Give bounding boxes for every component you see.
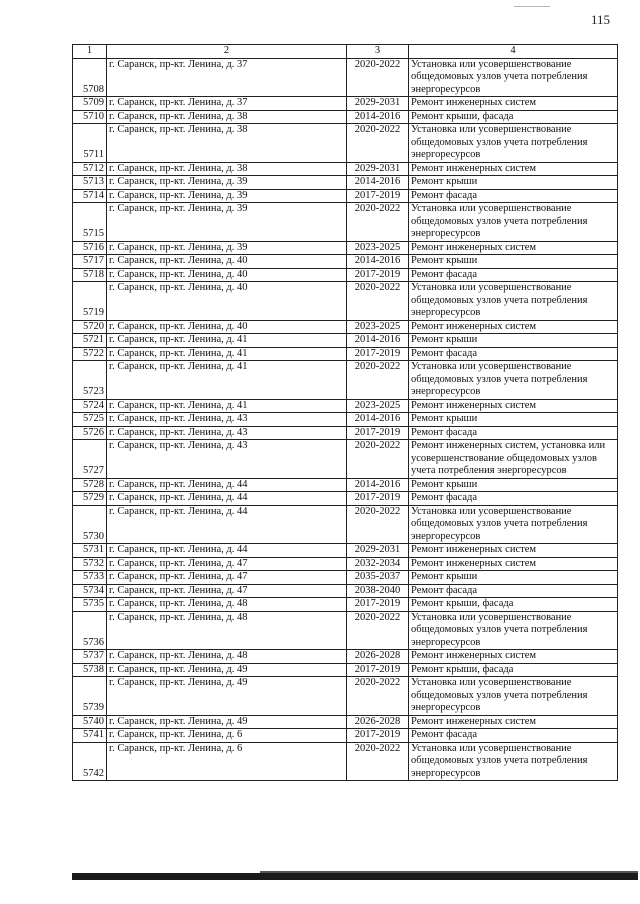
table-row bbox=[73, 189, 618, 203]
address-cell: г. Саранск, пр-кт. Ленина, д. 48 bbox=[107, 598, 347, 612]
work-type-cell: Ремонт крыши bbox=[409, 571, 618, 585]
address-cell: г. Саранск, пр-кт. Ленина, д. 48 bbox=[107, 611, 347, 650]
work-type-cell: Ремонт фасада bbox=[409, 189, 618, 203]
table-row bbox=[73, 557, 618, 571]
work-type-cell: Ремонт инженерных систем bbox=[409, 557, 618, 571]
period-cell: 2017-2019 bbox=[347, 268, 409, 282]
work-type-cell: Ремонт инженерных систем bbox=[409, 241, 618, 255]
row-number-cell: 5713 bbox=[73, 176, 107, 190]
row-number-cell: 5725 bbox=[73, 413, 107, 427]
work-type-cell: Ремонт фасада bbox=[409, 347, 618, 361]
period-cell: 2014-2016 bbox=[347, 334, 409, 348]
period-cell: 2026-2028 bbox=[347, 650, 409, 664]
work-type-cell: Ремонт инженерных систем bbox=[409, 162, 618, 176]
table-header-row bbox=[73, 45, 618, 59]
period-cell: 2035-2037 bbox=[347, 571, 409, 585]
address-cell: г. Саранск, пр-кт. Ленина, д. 44 bbox=[107, 505, 347, 544]
work-type-cell: Ремонт крыши bbox=[409, 255, 618, 269]
row-number-cell: 5736 bbox=[73, 611, 107, 650]
period-cell: 2017-2019 bbox=[347, 663, 409, 677]
row-number-cell: 5720 bbox=[73, 320, 107, 334]
table-row bbox=[73, 203, 618, 242]
work-type-cell: Ремонт фасада bbox=[409, 268, 618, 282]
period-cell: 2020-2022 bbox=[347, 124, 409, 163]
column-header: 3 bbox=[347, 45, 409, 59]
table-row bbox=[73, 58, 618, 97]
work-type-cell: Ремонт крыши, фасада bbox=[409, 598, 618, 612]
column-header: 1 bbox=[73, 45, 107, 59]
table-row bbox=[73, 571, 618, 585]
row-number-cell: 5733 bbox=[73, 571, 107, 585]
table-row bbox=[73, 677, 618, 716]
row-number-cell: 5738 bbox=[73, 663, 107, 677]
table-row bbox=[73, 492, 618, 506]
table-row bbox=[73, 255, 618, 269]
row-number-cell: 5729 bbox=[73, 492, 107, 506]
address-cell: г. Саранск, пр-кт. Ленина, д. 37 bbox=[107, 97, 347, 111]
table-row bbox=[73, 650, 618, 664]
address-cell: г. Саранск, пр-кт. Ленина, д. 39 bbox=[107, 241, 347, 255]
address-cell: г. Саранск, пр-кт. Ленина, д. 47 bbox=[107, 557, 347, 571]
work-type-cell: Ремонт крыши, фасада bbox=[409, 663, 618, 677]
address-cell: г. Саранск, пр-кт. Ленина, д. 38 bbox=[107, 162, 347, 176]
address-cell: г. Саранск, пр-кт. Ленина, д. 43 bbox=[107, 440, 347, 479]
row-number-cell: 5712 bbox=[73, 162, 107, 176]
work-type-cell: Установка или усовершенствование общедомовых узлов учета потребления энергоресурсов bbox=[409, 677, 618, 716]
address-cell: г. Саранск, пр-кт. Ленина, д. 40 bbox=[107, 320, 347, 334]
period-cell: 2014-2016 bbox=[347, 413, 409, 427]
row-number-cell: 5730 bbox=[73, 505, 107, 544]
work-type-cell: Ремонт инженерных систем bbox=[409, 97, 618, 111]
row-number-cell: 5718 bbox=[73, 268, 107, 282]
period-cell: 2017-2019 bbox=[347, 598, 409, 612]
table-row bbox=[73, 241, 618, 255]
table-row bbox=[73, 598, 618, 612]
row-number-cell: 5714 bbox=[73, 189, 107, 203]
work-type-cell: Ремонт инженерных систем bbox=[409, 544, 618, 558]
period-cell: 2017-2019 bbox=[347, 347, 409, 361]
address-cell: г. Саранск, пр-кт. Ленина, д. 43 bbox=[107, 413, 347, 427]
period-cell: 2020-2022 bbox=[347, 282, 409, 321]
row-number-cell: 5715 bbox=[73, 203, 107, 242]
row-number-cell: 5737 bbox=[73, 650, 107, 664]
period-cell: 2014-2016 bbox=[347, 110, 409, 124]
row-number-cell: 5716 bbox=[73, 241, 107, 255]
work-type-cell: Ремонт инженерных систем bbox=[409, 320, 618, 334]
work-type-cell: Ремонт инженерных систем, установка или усовершенствование общедомовых узлов учета потребления энергоресурсов bbox=[409, 440, 618, 479]
period-cell: 2017-2019 bbox=[347, 189, 409, 203]
work-type-cell: Установка или усовершенствование общедомовых узлов учета потребления энергоресурсов bbox=[409, 505, 618, 544]
table-row bbox=[73, 426, 618, 440]
table-row bbox=[73, 663, 618, 677]
table-row bbox=[73, 176, 618, 190]
table-row bbox=[73, 347, 618, 361]
row-number-cell: 5734 bbox=[73, 584, 107, 598]
work-type-cell: Ремонт инженерных систем bbox=[409, 715, 618, 729]
work-type-cell: Ремонт инженерных систем bbox=[409, 399, 618, 413]
work-type-cell: Ремонт фасада bbox=[409, 492, 618, 506]
period-cell: 2014-2016 bbox=[347, 176, 409, 190]
table-row bbox=[73, 97, 618, 111]
table-row bbox=[73, 162, 618, 176]
row-number-cell: 5728 bbox=[73, 478, 107, 492]
column-header: 4 bbox=[409, 45, 618, 59]
period-cell: 2020-2022 bbox=[347, 505, 409, 544]
row-number-cell: 5708 bbox=[73, 58, 107, 97]
address-cell: г. Саранск, пр-кт. Ленина, д. 39 bbox=[107, 189, 347, 203]
table-row bbox=[73, 440, 618, 479]
address-cell: г. Саранск, пр-кт. Ленина, д. 47 bbox=[107, 584, 347, 598]
work-type-cell: Установка или усовершенствование общедомовых узлов учета потребления энергоресурсов bbox=[409, 203, 618, 242]
row-number-cell: 5723 bbox=[73, 361, 107, 400]
row-number-cell: 5732 bbox=[73, 557, 107, 571]
work-type-cell: Ремонт крыши bbox=[409, 413, 618, 427]
table-row bbox=[73, 611, 618, 650]
row-number-cell: 5719 bbox=[73, 282, 107, 321]
table-row bbox=[73, 320, 618, 334]
row-number-cell: 5724 bbox=[73, 399, 107, 413]
address-cell: г. Саранск, пр-кт. Ленина, д. 40 bbox=[107, 255, 347, 269]
page-number: 115 bbox=[590, 12, 610, 27]
period-cell: 2026-2028 bbox=[347, 715, 409, 729]
period-cell: 2020-2022 bbox=[347, 203, 409, 242]
work-type-cell: Установка или усовершенствование общедомовых узлов учета потребления энергоресурсов bbox=[409, 742, 618, 781]
work-type-cell: Ремонт крыши, фасада bbox=[409, 110, 618, 124]
address-cell: г. Саранск, пр-кт. Ленина, д. 40 bbox=[107, 282, 347, 321]
table-row bbox=[73, 399, 618, 413]
work-type-cell: Установка или усовершенствование общедомовых узлов учета потребления энергоресурсов bbox=[409, 124, 618, 163]
work-type-cell: Установка или усовершенствование общедомовых узлов учета потребления энергоресурсов bbox=[409, 58, 618, 97]
work-type-cell: Установка или усовершенствование общедомовых узлов учета потребления энергоресурсов bbox=[409, 611, 618, 650]
address-cell: г. Саранск, пр-кт. Ленина, д. 41 bbox=[107, 399, 347, 413]
table-row bbox=[73, 361, 618, 400]
row-number-cell: 5721 bbox=[73, 334, 107, 348]
work-type-cell: Ремонт инженерных систем bbox=[409, 650, 618, 664]
table-body bbox=[73, 45, 618, 781]
period-cell: 2023-2025 bbox=[347, 399, 409, 413]
address-cell: г. Саранск, пр-кт. Ленина, д. 49 bbox=[107, 677, 347, 716]
row-number-cell: 5711 bbox=[73, 124, 107, 163]
column-header: 2 bbox=[107, 45, 347, 59]
work-type-cell: Ремонт фасада bbox=[409, 729, 618, 743]
table-row bbox=[73, 413, 618, 427]
period-cell: 2014-2016 bbox=[347, 478, 409, 492]
work-type-cell: Ремонт крыши bbox=[409, 176, 618, 190]
period-cell: 2017-2019 bbox=[347, 426, 409, 440]
row-number-cell: 5735 bbox=[73, 598, 107, 612]
period-cell: 2020-2022 bbox=[347, 742, 409, 781]
period-cell: 2029-2031 bbox=[347, 97, 409, 111]
work-type-cell: Ремонт крыши bbox=[409, 478, 618, 492]
row-number-cell: 5726 bbox=[73, 426, 107, 440]
address-cell: г. Саранск, пр-кт. Ленина, д. 41 bbox=[107, 334, 347, 348]
period-cell: 2020-2022 bbox=[347, 361, 409, 400]
table-row bbox=[73, 110, 618, 124]
table-row bbox=[73, 584, 618, 598]
period-cell: 2023-2025 bbox=[347, 241, 409, 255]
address-cell: г. Саранск, пр-кт. Ленина, д. 38 bbox=[107, 124, 347, 163]
row-number-cell: 5741 bbox=[73, 729, 107, 743]
table-row bbox=[73, 282, 618, 321]
address-cell: г. Саранск, пр-кт. Ленина, д. 44 bbox=[107, 478, 347, 492]
address-cell: г. Саранск, пр-кт. Ленина, д. 47 bbox=[107, 571, 347, 585]
work-type-cell: Ремонт фасада bbox=[409, 426, 618, 440]
period-cell: 2029-2031 bbox=[347, 162, 409, 176]
row-number-cell: 5710 bbox=[73, 110, 107, 124]
table-row bbox=[73, 505, 618, 544]
period-cell: 2014-2016 bbox=[347, 255, 409, 269]
table-row bbox=[73, 478, 618, 492]
work-type-cell: Установка или усовершенствование общедомовых узлов учета потребления энергоресурсов bbox=[409, 361, 618, 400]
address-cell: г. Саранск, пр-кт. Ленина, д. 44 bbox=[107, 492, 347, 506]
work-type-cell: Ремонт фасада bbox=[409, 584, 618, 598]
housing-repair-table bbox=[72, 44, 618, 781]
row-number-cell: 5717 bbox=[73, 255, 107, 269]
address-cell: г. Саранск, пр-кт. Ленина, д. 41 bbox=[107, 361, 347, 400]
work-type-cell: Установка или усовершенствование общедомовых узлов учета потребления энергоресурсов bbox=[409, 282, 618, 321]
row-number-cell: 5727 bbox=[73, 440, 107, 479]
table-row bbox=[73, 544, 618, 558]
address-cell: г. Саранск, пр-кт. Ленина, д. 40 bbox=[107, 268, 347, 282]
address-cell: г. Саранск, пр-кт. Ленина, д. 43 bbox=[107, 426, 347, 440]
address-cell: г. Саранск, пр-кт. Ленина, д. 49 bbox=[107, 715, 347, 729]
period-cell: 2017-2019 bbox=[347, 729, 409, 743]
address-cell: г. Саранск, пр-кт. Ленина, д. 38 bbox=[107, 110, 347, 124]
address-cell: г. Саранск, пр-кт. Ленина, д. 39 bbox=[107, 176, 347, 190]
address-cell: г. Саранск, пр-кт. Ленина, д. 48 bbox=[107, 650, 347, 664]
address-cell: г. Саранск, пр-кт. Ленина, д. 6 bbox=[107, 729, 347, 743]
period-cell: 2029-2031 bbox=[347, 544, 409, 558]
table-row bbox=[73, 742, 618, 781]
period-cell: 2020-2022 bbox=[347, 677, 409, 716]
row-number-cell: 5740 bbox=[73, 715, 107, 729]
address-cell: г. Саранск, пр-кт. Ленина, д. 37 bbox=[107, 58, 347, 97]
row-number-cell: 5739 bbox=[73, 677, 107, 716]
row-number-cell: 5742 bbox=[73, 742, 107, 781]
row-number-cell: 5731 bbox=[73, 544, 107, 558]
table-row bbox=[73, 334, 618, 348]
period-cell: 2017-2019 bbox=[347, 492, 409, 506]
period-cell: 2038-2040 bbox=[347, 584, 409, 598]
row-number-cell: 5709 bbox=[73, 97, 107, 111]
address-cell: г. Саранск, пр-кт. Ленина, д. 6 bbox=[107, 742, 347, 781]
address-cell: г. Саранск, пр-кт. Ленина, д. 49 bbox=[107, 663, 347, 677]
scan-bottom-bar bbox=[72, 873, 638, 880]
address-cell: г. Саранск, пр-кт. Ленина, д. 41 bbox=[107, 347, 347, 361]
row-number-cell: 5722 bbox=[73, 347, 107, 361]
period-cell: 2020-2022 bbox=[347, 611, 409, 650]
table-row bbox=[73, 268, 618, 282]
table-row bbox=[73, 715, 618, 729]
work-type-cell: Ремонт крыши bbox=[409, 334, 618, 348]
address-cell: г. Саранск, пр-кт. Ленина, д. 39 bbox=[107, 203, 347, 242]
period-cell: 2020-2022 bbox=[347, 440, 409, 479]
table-row bbox=[73, 729, 618, 743]
period-cell: 2023-2025 bbox=[347, 320, 409, 334]
table-row bbox=[73, 124, 618, 163]
period-cell: 2032-2034 bbox=[347, 557, 409, 571]
scan-artifact bbox=[514, 6, 550, 7]
period-cell: 2020-2022 bbox=[347, 58, 409, 97]
address-cell: г. Саранск, пр-кт. Ленина, д. 44 bbox=[107, 544, 347, 558]
